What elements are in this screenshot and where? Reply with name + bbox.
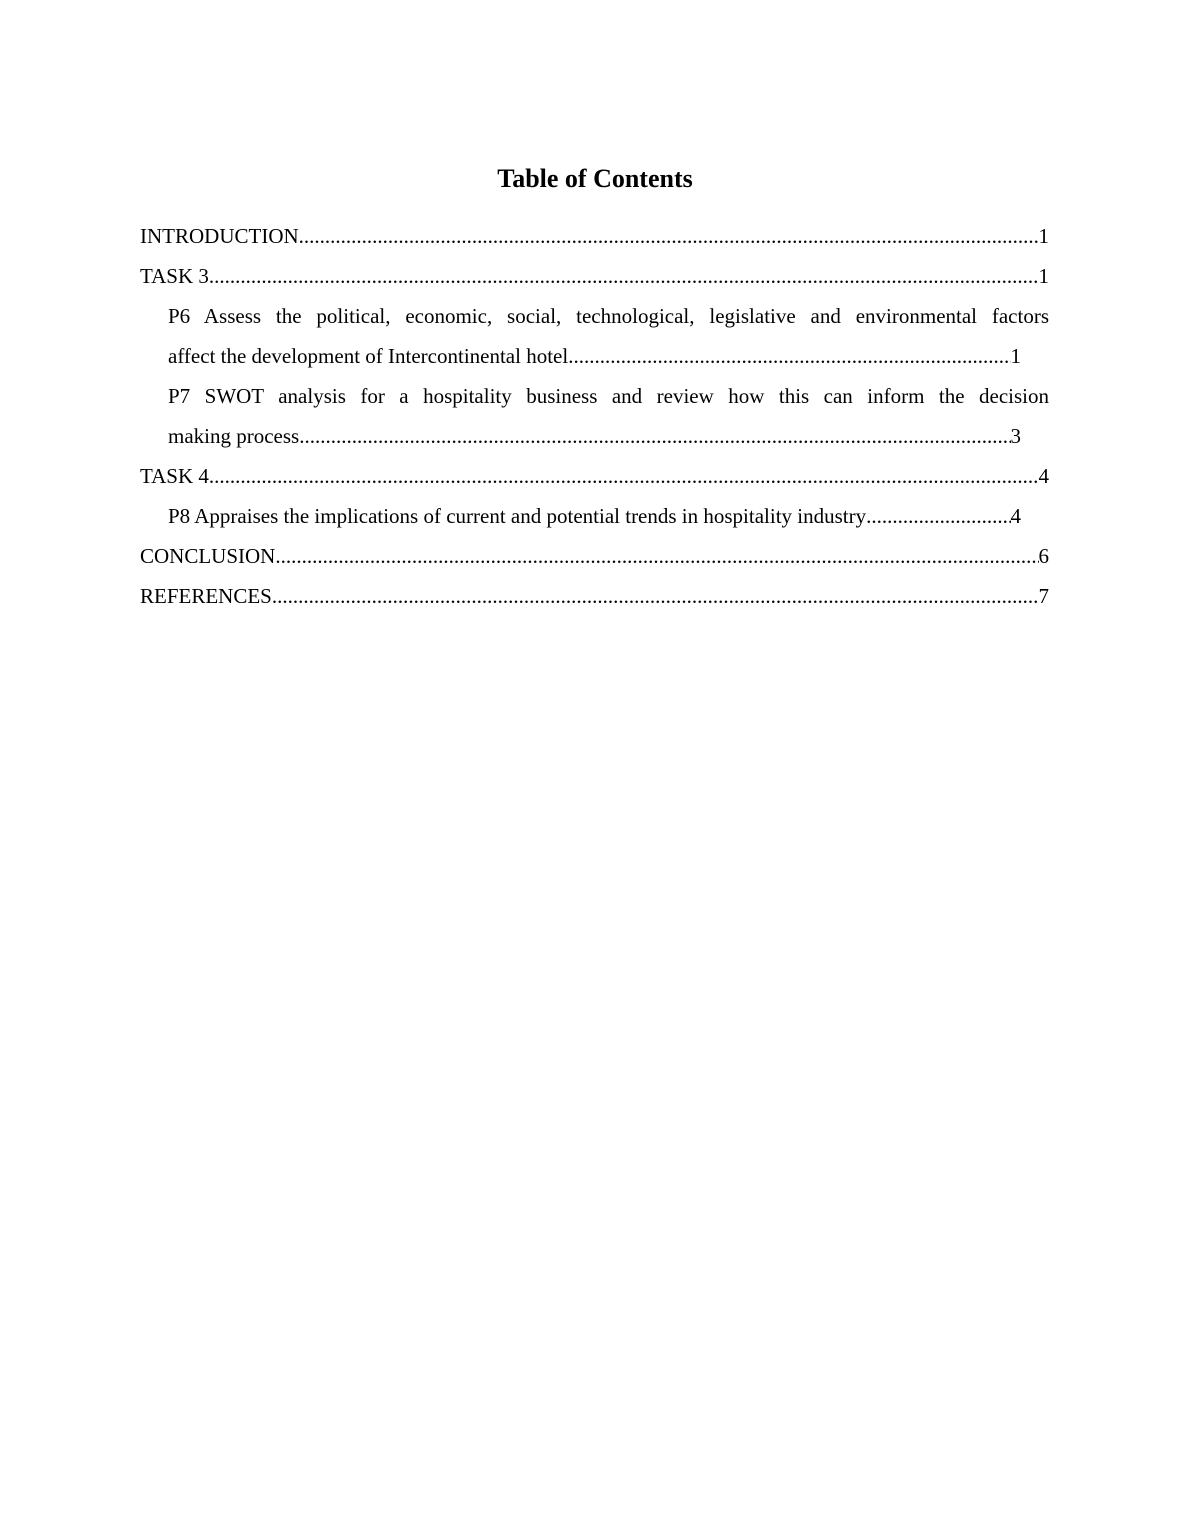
page-title: Table of Contents	[497, 164, 693, 193]
toc-entry-p8[interactable]	[168, 496, 1049, 536]
toc-entry-label-line-1: P6 Assess the political, economic, social, technological, legislative and environmental factors	[168, 304, 1049, 328]
dot-leader	[568, 336, 1010, 376]
toc-entry-task-3[interactable]	[140, 256, 1049, 296]
toc-entry-references[interactable]	[140, 576, 1049, 616]
toc-page-number: 6	[1038, 544, 1049, 568]
toc-page-number: 1	[1010, 344, 1021, 368]
toc-entry-label-line-1: P7 SWOT analysis for a hospitality business and review how this can inform the decision	[168, 384, 1049, 408]
toc-list	[140, 216, 1049, 616]
dot-leader	[866, 496, 1010, 536]
toc-entry-task-4[interactable]	[140, 456, 1049, 496]
dot-leader	[275, 536, 1038, 576]
dot-leader	[299, 216, 1039, 256]
toc-entry-introduction[interactable]	[140, 216, 1049, 256]
toc-entry-label: CONCLUSION	[140, 544, 276, 568]
dot-leader	[209, 256, 1039, 296]
dot-leader	[272, 576, 1039, 616]
toc-entry-p7[interactable]	[168, 376, 1049, 456]
toc-entry-label: making process	[168, 424, 300, 448]
toc-entry-label: affect the development of Intercontinental hotel	[168, 344, 569, 368]
toc-page-number: 4	[1038, 464, 1049, 488]
toc-page-number: 1	[1038, 264, 1049, 288]
toc-page-number: 4	[1010, 504, 1021, 528]
dot-leader	[299, 416, 1010, 456]
toc-entry-label: P8 Appraises the implications of current and potential trends in hospitality industry	[168, 504, 867, 528]
toc-page-number: 3	[1010, 424, 1021, 448]
toc-page-number: 1	[1038, 224, 1049, 248]
toc-entry-conclusion[interactable]	[140, 536, 1049, 576]
toc-entry-p6[interactable]	[168, 296, 1049, 376]
toc-entry-label: REFERENCES	[140, 584, 272, 608]
dot-leader	[209, 456, 1039, 496]
toc-entry-label: TASK 3	[140, 264, 209, 288]
toc-page-number: 7	[1038, 584, 1049, 608]
toc-entry-label: INTRODUCTION	[140, 224, 299, 248]
toc-entry-label: TASK 4	[140, 464, 209, 488]
